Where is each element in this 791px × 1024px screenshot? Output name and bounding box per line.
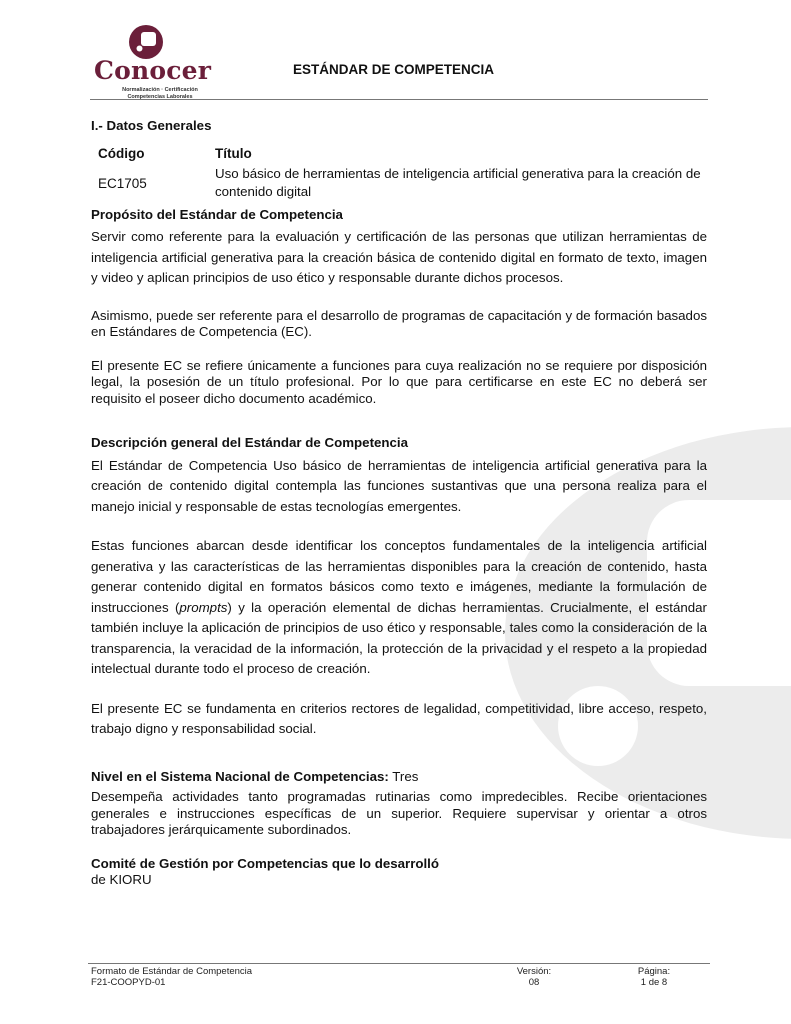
footer-version	[510, 966, 558, 988]
footer-divider	[88, 963, 710, 964]
logo-tagline-line2: Competencias Laborales	[127, 93, 193, 100]
purpose-heading: Propósito del Estándar de Competencia	[91, 206, 343, 222]
header-divider	[90, 99, 708, 100]
footer-version-label: Versión:	[516, 966, 552, 977]
purpose-paragraph-3: El presente EC se refiere únicamente a funciones para cuya realización no se requiere por disposición legal, la posesión de un título profesional. Por lo que para certificarse en este EC no deberá ser requisito el poseer dicho documento académico.	[91, 357, 707, 406]
section-heading: I.- Datos Generales	[91, 118, 212, 133]
standard-title: Uso básico de herramientas de inteligencia artificial generativa para la creación de contenido digital	[215, 165, 701, 199]
logo-wordmark: Conocer	[94, 56, 212, 85]
conocer-logo	[90, 24, 215, 100]
column-header-title: Título	[215, 145, 252, 161]
level-value: Tres	[388, 768, 419, 784]
description-paragraph-1: El Estándar de Competencia Uso básico de herramientas de inteligencia artificial generativa para la creación de contenido digital contempla las funciones sustantivas que una persona realiza para el manejo inicial y responsable de estas tecnologías emergentes.	[91, 457, 707, 514]
description-heading: Descripción general del Estándar de Competencia	[91, 435, 409, 450]
column-header-code: Código	[98, 145, 145, 161]
description-paragraph-2-text: Estas funciones abarcan desde identificar los conceptos fundamentales de la inteligencia artificial generativa y las características de las herramientas disponibles para la creación de contenido, hasta generar contenido digital en formatos básicos como texto e imágenes, mediante la formulación de instrucciones (	[91, 538, 707, 615]
general-data-table	[98, 144, 707, 201]
conocer-logo-icon	[128, 24, 164, 60]
footer-format-code: F21-COOPYD-01	[91, 977, 166, 988]
purpose-paragraph-1: Servir como referente para la evaluación y certificación de las personas que utilizan herramientas de inteligencia artificial generativa para la creación básica de contenido digital en formato de texto, imagen y video y aplican principios de uso ético y responsable durante dichos procesos.	[91, 229, 707, 285]
footer-page-label: Página:	[637, 966, 671, 977]
level-description: Desempeña actividades tanto programadas rutinarias como impredecibles. Recibe orientaciones generales e instrucciones específicas de un superior. Requiere supervisar y orientar a otros trabajadores jerárquicamente subordinados.	[91, 789, 707, 837]
level-label: Nivel en el Sistema Nacional de Competencias:	[91, 768, 389, 784]
description-paragraph-2	[91, 536, 707, 680]
level-heading	[91, 767, 707, 787]
description-paragraph-2-text-cont: ) y la operación elemental de dichas herramientas. Crucialmente, el estándar también incluye la aplicación de principios de uso ético y responsable, tales como la consideración de la transparencia, la veracidad de la información, la protección de la privacidad y el respeto a la propiedad intelectual durante todo el proceso de creación.	[91, 599, 707, 676]
footer-format	[91, 966, 252, 988]
footer-version-value: 08	[528, 977, 540, 988]
prompts-term: prompts	[179, 599, 228, 615]
footer-page-value: 1 de 8	[640, 977, 668, 988]
document-title: ESTÁNDAR DE COMPETENCIA	[293, 62, 495, 77]
committee-heading: Comité de Gestión por Competencias que lo desarrolló	[91, 855, 439, 871]
standard-code: EC1705	[98, 175, 147, 191]
purpose-paragraph-2: Asimismo, puede ser referente para el desarrollo de programas de capacitación y de formación basados en Estándares de Competencia (EC).	[91, 307, 707, 339]
committee-value: de KIORU	[91, 872, 152, 887]
document-body	[91, 116, 707, 889]
footer-page	[630, 966, 678, 988]
footer-format-label: Formato de Estándar de Competencia	[91, 966, 253, 977]
logo-tagline-line1: Normalización · Certificación	[122, 87, 198, 93]
description-paragraph-3: El presente EC se fundamenta en criterios rectores de legalidad, competitividad, libre acceso, respeto, trabajo digno y responsabilidad social.	[91, 700, 707, 736]
